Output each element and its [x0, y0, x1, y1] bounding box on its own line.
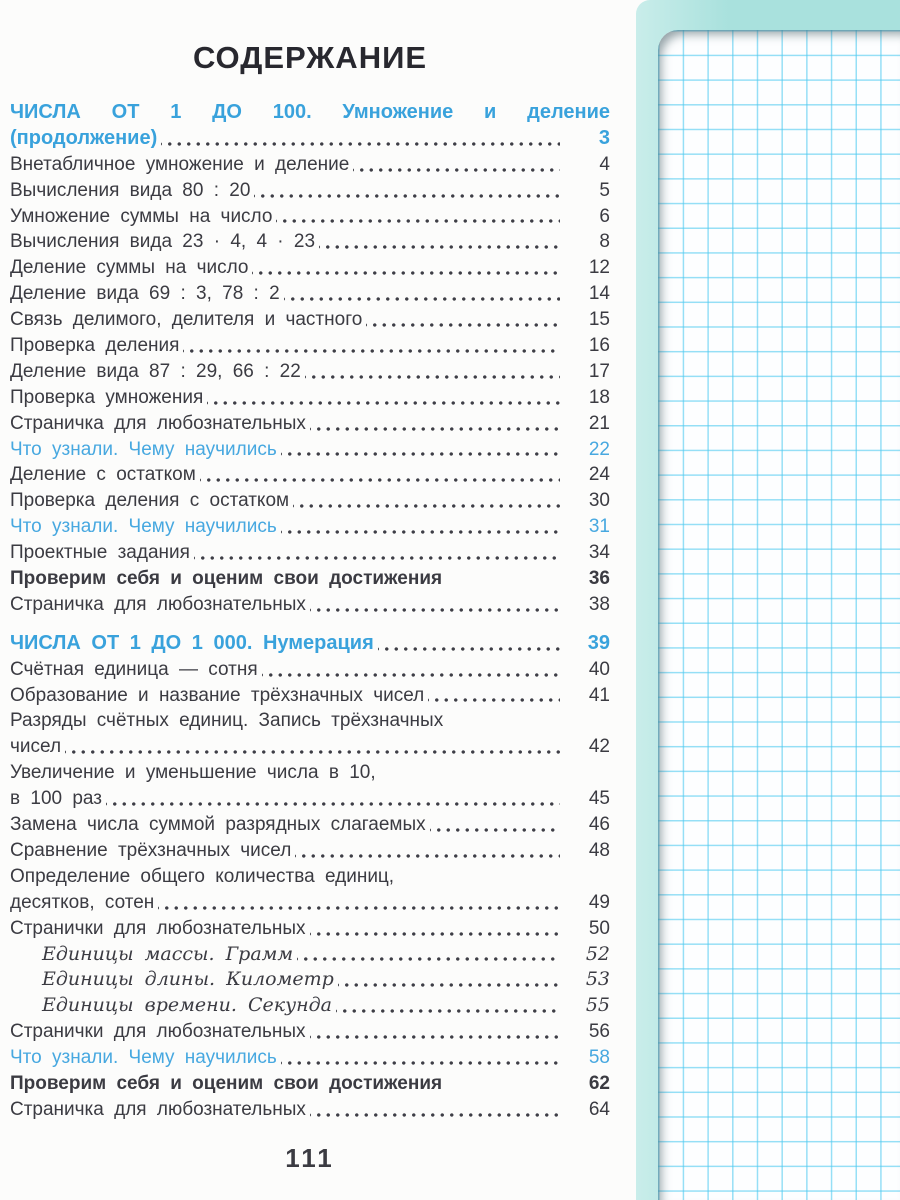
toc-leader-dots: [281, 437, 560, 463]
toc-row: [10, 838, 610, 864]
toc-leader-dots: [106, 786, 560, 812]
toc-row: [10, 126, 610, 152]
toc-entry-page: 8: [599, 231, 610, 253]
toc-entry-label: Умножение суммы на число: [10, 205, 273, 227]
toc-leader-dots: [262, 657, 560, 683]
toc-leader-dots: [293, 488, 560, 514]
toc-leader-dots: [446, 566, 560, 592]
toc-leader-dots: [207, 385, 560, 411]
toc-entry-label: Внетабличное умножение и деление: [10, 153, 350, 175]
toc-leader-dots: [276, 204, 560, 230]
toc-entry-page: 42: [588, 736, 610, 758]
toc-entry-label: Деление суммы на число: [10, 257, 249, 279]
toc-row: [10, 812, 610, 838]
toc-entry-page: 34: [588, 542, 610, 564]
toc-leader-dots: [319, 229, 560, 255]
squared-paper: [658, 30, 900, 1200]
toc-row: [10, 488, 610, 514]
toc-row: [10, 462, 610, 488]
toc-leader-dots: [295, 838, 560, 864]
toc-entry-label: Вычисления вида 80 : 20: [10, 179, 251, 201]
toc-entry-label: Вычисления вида 23 · 4, 4 · 23: [10, 231, 316, 253]
toc-row: [10, 255, 610, 281]
toc-entry-label: Единицы массы. Грамм: [42, 942, 294, 965]
toc-entry-label: Сравнение трёхзначных чисел: [10, 839, 292, 861]
toc-entry-page: 12: [588, 257, 610, 279]
toc-leader-dots: [158, 890, 560, 916]
toc-entry-label: ЧИСЛА ОТ 1 ДО 100. Умножение и деление: [10, 101, 610, 123]
toc-entry-page: 15: [588, 309, 610, 331]
toc-row: [10, 204, 610, 230]
toc-row: [10, 100, 610, 126]
toc-row: [10, 540, 610, 566]
toc-entry-label: Разряды счётных единиц. Запись трёхзначных: [10, 710, 444, 732]
toc-entry-label: Проверка деления: [10, 335, 180, 357]
toc-leader-dots: [194, 540, 560, 566]
toc-row: [10, 411, 610, 437]
toc-entry-label: Единицы длины. Километр: [42, 968, 334, 991]
toc-leader-dots: [310, 1097, 560, 1123]
toc-row: [10, 152, 610, 178]
toc-entry-label: Единицы времени. Секунда: [42, 994, 332, 1017]
toc-entry-page: 6: [599, 205, 610, 227]
toc-entry-page: 17: [588, 360, 610, 382]
toc-entry-label: Проектные задания: [10, 542, 190, 564]
toc-entry-label: Проверим себя и оценим свои достижения: [10, 568, 443, 590]
toc-leader-dots: [353, 152, 560, 178]
toc-entry-page: 38: [588, 593, 610, 615]
toc-row: [10, 657, 610, 683]
page-title: СОДЕРЖАНИЕ: [192, 40, 428, 75]
toc-entry-page: 4: [599, 153, 610, 175]
toc-row: [10, 683, 610, 709]
toc-leader-dots: [428, 683, 560, 709]
toc-entry-label: Связь делимого, делителя и частного: [10, 309, 363, 331]
toc-entry-label: Проверим себя и оценим свои достижения: [10, 1072, 443, 1094]
toc-entry-page: 5: [599, 179, 610, 201]
toc-leader-dots: [310, 592, 560, 618]
toc-leader-dots: [310, 411, 560, 437]
toc-entry-label: Проверка умножения: [10, 386, 204, 408]
toc-row: [10, 890, 610, 916]
toc-leader-dots: [161, 126, 560, 152]
toc-entry-page: 22: [588, 438, 610, 460]
toc-row: [10, 864, 610, 890]
toc-leader-dots: [366, 307, 560, 333]
toc-entry-label: ЧИСЛА ОТ 1 ДО 1 000. Нумерация: [10, 631, 374, 654]
toc-entry-label: Счётная единица — сотня: [10, 658, 258, 680]
toc-row: [10, 786, 610, 812]
toc-entry-page: 56: [588, 1021, 610, 1043]
toc-entry-label: Что узнали. Чему научились: [10, 438, 277, 460]
toc-entry-page: 39: [587, 631, 610, 654]
toc-row: [10, 708, 610, 734]
toc-entry-page: 14: [588, 283, 610, 305]
toc-entry-label: (продолжение): [10, 126, 158, 149]
toc-entry-label: Увеличение и уменьшение числа в 10,: [10, 762, 376, 784]
toc-entry-label: Деление вида 87 : 29, 66 : 22: [10, 360, 301, 382]
toc-entry-label: десятков, сотен: [10, 891, 155, 913]
toc-row: [10, 916, 610, 942]
toc-leader-dots: [430, 812, 560, 838]
toc-entry-page: 62: [588, 1072, 610, 1094]
toc-entry-page: 49: [588, 891, 610, 913]
toc-entry-label: Странички для любознательных: [10, 1021, 306, 1043]
toc-leader-dots: [284, 281, 560, 307]
toc-row: [10, 1045, 610, 1071]
toc-row: [10, 333, 610, 359]
toc-entry-label: в 100 раз: [10, 788, 102, 810]
toc-row: [10, 385, 610, 411]
toc-entry-label: Проверка деления с остатком: [10, 490, 290, 512]
notebook-cover: [636, 0, 900, 1200]
toc-leader-dots: [336, 993, 560, 1019]
toc-entry-label: Что узнали. Чему научились: [10, 1047, 277, 1069]
toc-entry-label: Определение общего количества единиц,: [10, 865, 395, 887]
toc-leader-dots: [183, 333, 560, 359]
toc-entry-page: 48: [588, 839, 610, 861]
toc-row: [10, 592, 610, 618]
toc-row: [10, 514, 610, 540]
toc-entry-page: 24: [588, 464, 610, 486]
toc-row: [10, 307, 610, 333]
toc-entry-page: 46: [588, 814, 610, 836]
toc-entry-label: Образование и название трёхзначных чисел: [10, 684, 425, 706]
toc-row: [10, 942, 610, 968]
toc-entry-page: 3: [598, 126, 610, 149]
toc-entry-label: Страничка для любознательных: [10, 1098, 306, 1120]
toc-entry-label: Странички для любознательных: [10, 917, 306, 939]
toc-leader-dots: [252, 255, 560, 281]
toc-leader-dots: [310, 1019, 561, 1045]
toc-leader-dots: [254, 178, 560, 204]
toc-row: [10, 760, 610, 786]
toc-row: [10, 178, 610, 204]
toc-row: [10, 437, 610, 463]
toc-entry-page: 18: [588, 386, 610, 408]
toc-entry-label: Деление вида 69 : 3, 78 : 2: [10, 283, 280, 305]
toc-row: [10, 229, 610, 255]
toc-entry-page: 58: [588, 1047, 610, 1069]
toc-entry-page: 50: [588, 917, 610, 939]
toc-leader-dots: [378, 631, 560, 657]
toc-row: [10, 359, 610, 385]
toc-entry-page: 41: [588, 684, 610, 706]
toc-leader-dots: [297, 942, 560, 968]
toc-leader-dots: [65, 734, 560, 760]
toc-leader-dots: [281, 1045, 560, 1071]
toc-leader-dots: [338, 967, 560, 993]
toc-entry-label: Деление с остатком: [10, 464, 196, 486]
toc-entry-page: 53: [585, 968, 610, 991]
toc-entry-page: 31: [588, 516, 610, 538]
toc-row: [10, 631, 610, 657]
toc-row: [10, 1019, 610, 1045]
toc-leader-dots: [446, 1071, 560, 1097]
toc-entry-page: 16: [588, 335, 610, 357]
toc-entry-page: 30: [588, 490, 610, 512]
toc-list: [10, 100, 610, 1123]
toc-row: [10, 967, 610, 993]
toc-entry-label: Страничка для любознательных: [10, 412, 306, 434]
toc-entry-page: 52: [585, 942, 610, 965]
toc-row: [10, 734, 610, 760]
toc-leader-dots: [305, 359, 560, 385]
toc-entry-page: 21: [588, 412, 610, 434]
toc-row: [10, 993, 610, 1019]
toc-row: [10, 281, 610, 307]
toc-entry-label: чисел: [10, 736, 62, 758]
toc-entry-label: Страничка для любознательных: [10, 593, 306, 615]
toc-content: [10, 40, 610, 1174]
page-number: 111: [285, 1142, 335, 1173]
toc-entry-page: 55: [585, 994, 610, 1017]
toc-entry-label: Замена числа суммой разрядных слагаемых: [10, 814, 426, 836]
toc-entry-page: 36: [588, 568, 610, 590]
toc-entry-label: Что узнали. Чему научились: [10, 516, 277, 538]
toc-leader-dots: [200, 462, 560, 488]
toc-row: [10, 566, 610, 592]
toc-leader-dots: [281, 514, 560, 540]
toc-entry-page: 45: [588, 788, 610, 810]
toc-entry-page: 40: [588, 658, 610, 680]
toc-leader-dots: [310, 916, 561, 942]
toc-row: [10, 1097, 610, 1123]
toc-row: [10, 1071, 610, 1097]
toc-entry-page: 64: [588, 1098, 610, 1120]
